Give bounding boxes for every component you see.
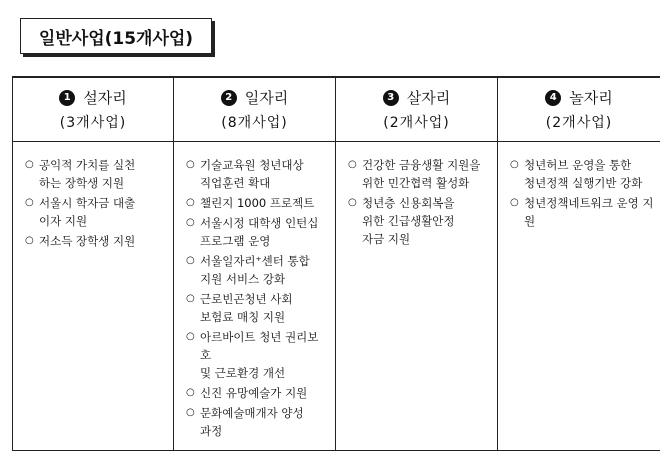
column-header-4 xyxy=(498,78,660,142)
number-badge-icon: 1 xyxy=(59,90,75,106)
list-item xyxy=(510,156,654,192)
list-item-text: 신진 유망예술가 지원 xyxy=(200,386,308,400)
list-item xyxy=(186,290,329,326)
circle-bullet-icon: ○ xyxy=(186,331,195,342)
column-title xyxy=(545,87,612,108)
circle-bullet-icon: ○ xyxy=(186,159,195,170)
column-subtitle: (3개사업) xyxy=(59,115,127,131)
number-badge-icon: 2 xyxy=(221,90,237,106)
list-item xyxy=(25,232,167,250)
circle-bullet-icon: ○ xyxy=(25,197,34,208)
list-item xyxy=(510,194,654,230)
circle-bullet-icon: ○ xyxy=(186,217,195,228)
list-item xyxy=(186,252,329,288)
list-item xyxy=(348,156,491,192)
number-badge-icon: 3 xyxy=(383,90,399,106)
column-subtitle: (2개사업) xyxy=(545,115,613,131)
circle-bullet-icon: ○ xyxy=(348,159,357,170)
column-title-text: 설자리 xyxy=(83,89,127,107)
list-item-text: 청년정책네트워크 운영 지원 xyxy=(524,196,654,228)
list-item-text: 문화예술매개자 양성 과정 xyxy=(200,406,304,438)
list-item-text: 서울시 학자금 대출 이자 지원 xyxy=(39,196,136,228)
circle-bullet-icon: ○ xyxy=(186,387,195,398)
list-item-text: 청년층 신용회복을 위한 긴급생활안정 자금 지원 xyxy=(362,196,455,246)
business-table xyxy=(12,76,660,451)
column-subtitle: (2개사업) xyxy=(383,115,450,131)
column-body-2 xyxy=(174,142,336,450)
circle-bullet-icon: ○ xyxy=(25,235,34,246)
list-item-text: 기술교육원 청년대상 직업훈련 확대 xyxy=(200,158,304,190)
circle-bullet-icon: ○ xyxy=(510,159,519,170)
list-item-text: 저소득 장학생 지원 xyxy=(39,234,136,248)
list-item xyxy=(186,384,329,402)
circle-bullet-icon: ○ xyxy=(510,197,519,208)
column-body-1 xyxy=(12,142,174,450)
list-item xyxy=(186,404,329,440)
list-item xyxy=(186,214,329,250)
column-title-text: 놀자리 xyxy=(569,89,613,107)
circle-bullet-icon: ○ xyxy=(25,159,34,170)
list-item-text: 서울일자리⁺센터 통합 지원 서비스 강화 xyxy=(200,254,310,286)
column-title-text: 일자리 xyxy=(244,89,289,107)
column-header-3 xyxy=(336,78,498,142)
circle-bullet-icon: ○ xyxy=(186,255,195,266)
list-item-text: 청년허브 운영을 통한 청년정책 실행기반 강화 xyxy=(524,158,643,190)
circle-bullet-icon: ○ xyxy=(186,407,195,418)
column-title-text: 살자리 xyxy=(406,89,451,107)
circle-bullet-icon: ○ xyxy=(186,197,195,208)
number-badge-icon: 4 xyxy=(545,90,561,106)
list-item-text: 아르바이트 청년 권리보호 및 근로환경 개선 xyxy=(200,330,319,380)
list-item-text: 챌린지 1000 프로젝트 xyxy=(200,196,315,210)
column-body-3 xyxy=(336,142,498,450)
list-item-text: 서울시정 대학생 인턴십 프로그램 운영 xyxy=(200,216,319,248)
list-item xyxy=(186,328,329,382)
list-item xyxy=(348,194,491,248)
list-item-text: 공익적 가치를 실천 하는 장학생 지원 xyxy=(39,158,136,190)
column-header-1 xyxy=(12,78,174,142)
column-subtitle: (8개사업) xyxy=(221,115,288,131)
section-title: 일반사업(15개사업) xyxy=(20,18,212,54)
column-body-4 xyxy=(498,142,660,450)
column-header-2 xyxy=(174,78,336,142)
list-item xyxy=(25,156,167,192)
circle-bullet-icon: ○ xyxy=(348,197,357,208)
list-item xyxy=(25,194,167,230)
list-item-text: 근로빈곤청년 사회 보험료 매칭 지원 xyxy=(200,292,293,324)
column-title xyxy=(383,87,450,108)
list-item-text: 건강한 금융생활 지원을 위한 민간협력 활성화 xyxy=(362,158,481,190)
list-item xyxy=(186,194,329,212)
column-title xyxy=(59,87,126,108)
list-item xyxy=(186,156,329,192)
circle-bullet-icon: ○ xyxy=(186,293,195,304)
column-title xyxy=(221,87,288,108)
